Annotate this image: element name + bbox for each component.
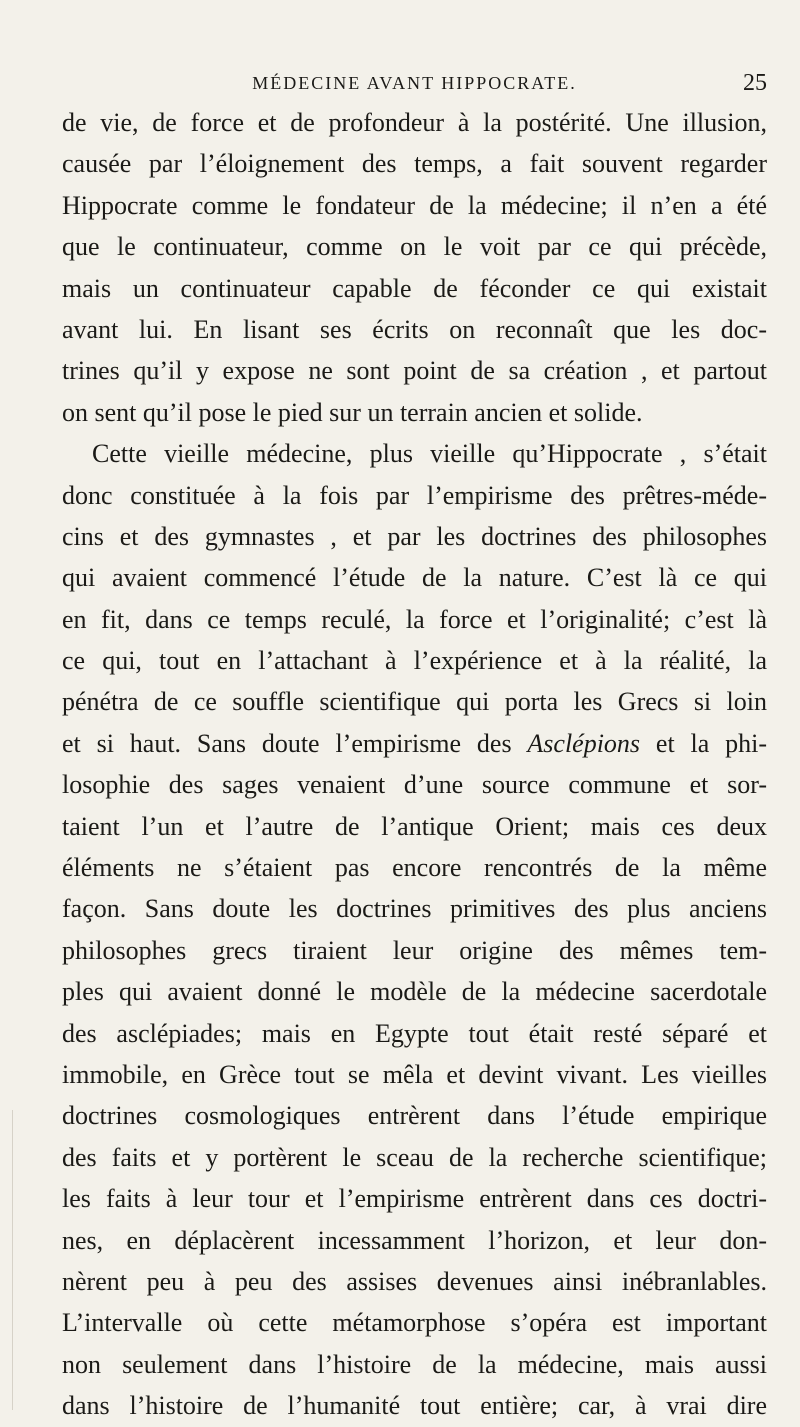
text-line: trines qu’il y expose ne sont point de sa création , et partout — [62, 356, 767, 386]
text-line: qui avaient commencé l’étude de la nature. C’est là ce qui — [62, 563, 767, 593]
running-header — [62, 66, 767, 100]
text-line: donc constituée à la fois par l’empirisme des prêtres-méde- — [62, 480, 767, 510]
text-line: nèrent peu à peu des assises devenues ainsi inébranlables. — [62, 1266, 767, 1296]
text-line: losophie des sages venaient d’une source commune et sor- — [62, 770, 767, 800]
body-text — [62, 102, 767, 1427]
text-line: dans l’histoire de l’humanité tout entière; car, à vrai dire — [62, 1391, 767, 1421]
text-line: ce qui, tout en l’attachant à l’expérience et à la réalité, la — [62, 646, 767, 676]
text-line: ples qui avaient donné le modèle de la médecine sacerdotale — [62, 977, 767, 1007]
text-line: façon. Sans doute les doctrines primitives des plus anciens — [62, 894, 767, 924]
text-line: immobile, en Grèce tout se mêla et devint vivant. Les vieilles — [62, 1059, 767, 1089]
line-segment: et si haut. Sans doute l’empirisme des — [62, 728, 528, 758]
text-line: non seulement dans l’histoire de la médecine, mais aussi — [62, 1349, 767, 1379]
text-line: mais un continuateur capable de féconder ce qui existait — [62, 273, 767, 303]
text-line: Cette vieille médecine, plus vieille qu’Hippocrate , s’était — [92, 439, 767, 469]
text-line: cins et des gymnastes , et par les doctrines des philosophes — [62, 521, 767, 551]
text-line: pénétra de ce souffle scientifique qui porta les Grecs si loin — [62, 687, 767, 717]
text-line: Hippocrate comme le fondateur de la médecine; il n’en a été — [62, 190, 767, 220]
text-line: on sent qu’il pose le pied sur un terrain ancien et solide. — [62, 397, 643, 427]
text-line: doctrines cosmologiques entrèrent dans l’étude empirique — [62, 1101, 767, 1131]
text-line: philosophes grecs tiraient leur origine des mêmes tem- — [62, 935, 767, 965]
text-line: que le continuateur, comme on le voit par ce qui précède, — [62, 232, 767, 262]
text-line: L’intervalle où cette métamorphose s’opéra est important — [62, 1308, 767, 1338]
page-number: 25 — [743, 70, 767, 96]
text-line: éléments ne s’étaient pas encore rencontrés de la même — [62, 853, 767, 883]
text-line: avant lui. En lisant ses écrits on reconnaît que les doc- — [62, 314, 767, 344]
text-line: taient l’un et l’autre de l’antique Orient; mais ces deux — [62, 811, 767, 841]
running-title: MÉDECINE AVANT HIPPOCRATE. — [252, 73, 577, 93]
text-line: causée par l’éloignement des temps, a fait souvent regarder — [62, 149, 767, 179]
text-line: les faits à leur tour et l’empirisme entrèrent dans ces doctri- — [62, 1184, 767, 1214]
text-line-with-italic — [62, 723, 767, 764]
italic-term: Asclépions — [527, 728, 641, 758]
text-line: en fit, dans ce temps reculé, la force et l’originalité; c’est là — [62, 604, 767, 634]
text-line: nes, en déplacèrent incessamment l’horizon, et leur don- — [62, 1225, 767, 1255]
line-segment: et la phi- — [640, 728, 767, 758]
page-edge-line — [12, 1110, 13, 1410]
text-line: des faits et y portèrent le sceau de la recherche scientifique; — [62, 1142, 767, 1172]
text-line: de vie, de force et de profondeur à la postérité. Une illusion, — [62, 108, 767, 137]
text-line: des asclépiades; mais en Egypte tout était resté séparé et — [62, 1018, 767, 1048]
